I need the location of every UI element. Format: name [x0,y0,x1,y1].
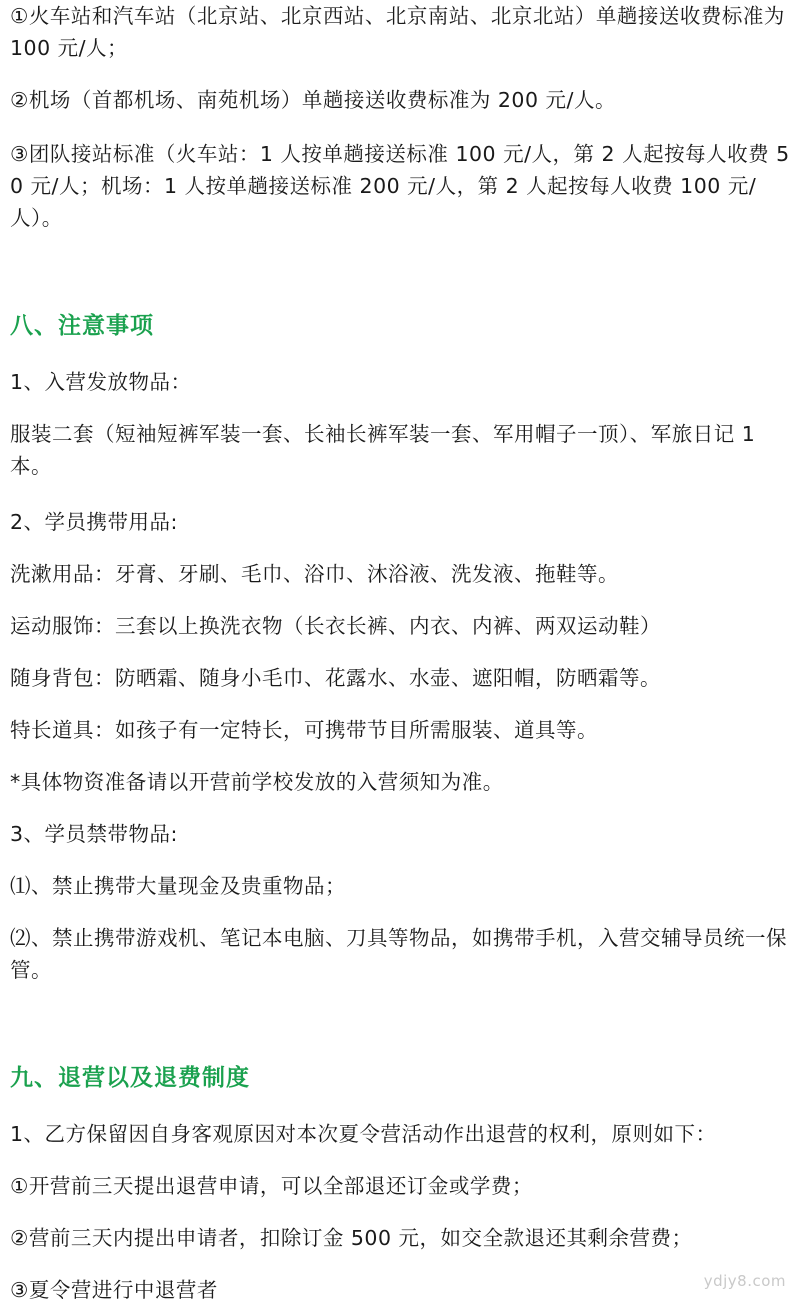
section-heading-notes: 八、注意事项 [10,313,154,339]
paragraph-issued-items-title: 1、入营发放物品： [10,370,192,394]
paragraph-fee-airport: ②机场（首都机场、南苑机场）单趟接送收费标准为 200 元/人。 [10,88,616,112]
paragraph-withdrawal-within-three-days: ②营前三天内提出申请者，扣除订金 500 元，如交全款退还其剩余营费； [10,1226,693,1250]
paragraph-carry-items-title: 2、学员携带用品: [10,510,178,534]
site-watermark: ydjy8.com [703,1272,786,1290]
paragraph-forbidden-title: 3、学员禁带物品: [10,822,178,846]
paragraph-issued-items: 服装二套（短袖短裤军装一套、长袖长裤军装一套、军用帽子一顶）、军旅日记 1 本。 [10,422,756,478]
paragraph-toiletries: 洗漱用品：牙膏、牙刷、毛巾、浴巾、沐浴液、洗发液、拖鞋等。 [10,562,619,586]
paragraph-sportswear: 运动服饰：三套以上换洗衣物（长衣长裤、内衣、内裤、两双运动鞋） [10,614,661,638]
paragraph-withdrawal-before-three-days: ①开营前三天提出退营申请，可以全部退还订金或学费； [10,1174,533,1198]
paragraph-fee-group: ③团队接站标准（火车站：1 人按单趟接送标准 100 元/人，第 2 人起按每人收费 50 元/人；机场：1 人按单趟接送标准 200 元/人，第 2 人起按每人收费 100 元/人）。 [10,142,790,230]
paragraph-forbidden-devices: ⑵、禁止携带游戏机、笔记本电脑、刀具等物品，如携带手机，入营交辅导员统一保管。 [10,926,787,982]
paragraph-backpack: 随身背包：防晒霜、随身小毛巾、花露水、水壶、遮阳帽，防晒霜等。 [10,666,661,690]
paragraph-talent-props: 特长道具：如孩子有一定特长，可携带节目所需服装、道具等。 [10,718,598,742]
paragraph-fee-train-station: ①火车站和汽车站（北京站、北京西站、北京南站、北京北站）单趟接送收费标准为 100 元/人； [10,4,785,60]
paragraph-withdrawal-during-camp: ③夏令营进行中退营者 [10,1278,218,1302]
paragraph-forbidden-cash: ⑴、禁止携带大量现金及贵重物品； [10,874,346,898]
paragraph-note: *具体物资准备请以开营前学校发放的入营须知为准。 [10,770,504,794]
section-heading-withdrawal: 九、退营以及退费制度 [10,1065,250,1091]
paragraph-withdrawal-rights: 1、乙方保留因自身客观原因对本次夏令营活动作出退营的权利，原则如下： [10,1122,717,1146]
